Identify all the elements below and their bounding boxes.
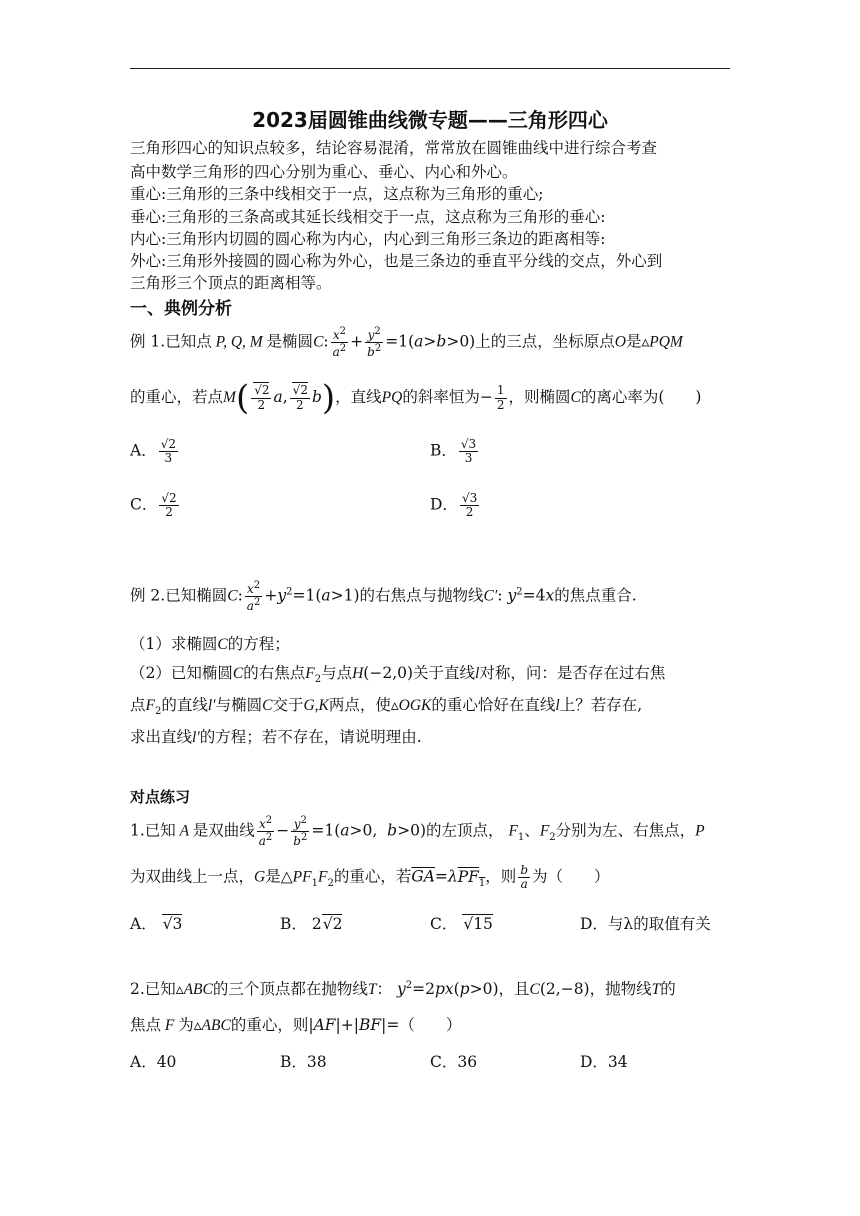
example-1-option-b[interactable]: B． $\frac{√3}{3}$ (430, 437, 477, 466)
header-rule (130, 68, 730, 69)
practice-heading: 对点练习 (130, 788, 191, 806)
example-2-question-2-line-1: （2）已知椭圆C的右焦点$F_2$与点H(−2,0)关于直线l对称，问：是否存在过右焦 (130, 664, 666, 686)
example-2-question-2-line-3: 求出直线l′的方程；若不存在，请说明理由. (130, 728, 422, 746)
practice-1-option-d[interactable]: D．与λ的取值有关 (580, 915, 711, 933)
intro-line-5: 内心:三角形内切圆的圆心称为内心，内心到三角形三条边的距离相等: (130, 230, 606, 248)
intro-line-1: 三角形四心的知识点较多，结论容易混淆，常常放在圆锥曲线中进行综合考查 (130, 139, 658, 157)
practice-2-option-c[interactable]: C．36 (430, 1053, 478, 1071)
example-1-option-a[interactable]: A． $\frac{√2}{3}$ (130, 437, 176, 466)
practice-2-line-2: 焦点 F 为▵ABC的重心，则|AF|+|BF|=（ ） (130, 1016, 462, 1034)
practice-1-line-1: 1.已知 A 是双曲线 $\frac{x^2}{a^2}$ − $\frac{y^2}{b^2}$ =1(a>0, b>0)的左顶点， $F_1$、$F_2$分别为左、右焦点，P (130, 815, 705, 849)
example-2-question-1: （1）求椭圆C的方程； (130, 635, 290, 653)
practice-1-option-a[interactable]: A． √3 (130, 915, 183, 933)
example-1-line-1: 例 1.已知点 P, Q, M 是椭圆C: $\frac{x^2}{a^2}$ + $\frac{y^2}{b^2}$ =1(a>b>0)上的三点，坐标原点O是▵PQM (130, 326, 683, 360)
practice-1-line-2: 为双曲线上一点，G是$\triangle PF_1F_2$的重心，若$\overline{GA}=\lambda PF_1$，则 $\frac{b}{a}$ 为（ ） (130, 863, 610, 892)
intro-line-7: 三角形三个顶点的距离相等。 (130, 274, 332, 292)
example-2-question-2-line-2: 点$F_2$的直线l′与椭圆C交于G,K两点，使▵OGK的重心恰好在直线l上？若存在, (130, 696, 643, 718)
example-1-option-d[interactable]: D． $\frac{√3}{2}$ (430, 491, 478, 520)
practice-2-line-1: 2.已知▵ABC的三个顶点都在抛物线T： $y^2=2px(p>0)$，且C(2,−8)，抛物线T的 (130, 979, 676, 998)
example-1-line-2: 的重心，若点M( $\frac{√2}{2}$ a, $\frac{√2}{2}$ b)，直线PQ的斜率恒为− $\frac{1}{2}$ ，则椭圆C的离心率为( ) (130, 378, 702, 418)
practice-1-option-c[interactable]: C． √15 (430, 915, 493, 933)
practice-2-option-d[interactable]: D．34 (580, 1053, 628, 1071)
practice-2-option-a[interactable]: A．40 (130, 1053, 177, 1071)
page-title: 2023届圆锥曲线微专题——三角形四心 (252, 108, 608, 132)
practice-1-option-b[interactable]: B． 2√2 (280, 915, 343, 933)
practice-2-option-b[interactable]: B．38 (280, 1053, 327, 1071)
intro-line-3: 重心:三角形的三条中线相交于一点，这点称为三角形的重心; (130, 185, 544, 203)
example-2-line-1: 例 2.已知椭圆C: $\frac{x^2}{a^2}$ $+y^2=1(a>1)$的右焦点与抛物线C′: $y^2=4x$的焦点重合. (130, 580, 637, 614)
intro-line-4: 垂心:三角形的三条高或其延长线相交于一点，这点称为三角形的垂心: (130, 208, 606, 226)
section-heading: 一、典例分析 (130, 299, 232, 319)
example-1-option-c[interactable]: C． $\frac{√2}{2}$ (130, 491, 177, 520)
intro-line-6: 外心:三角形外接圆的圆心称为外心，也是三条边的垂直平分线的交点，外心到 (130, 252, 663, 270)
intro-line-2: 高中数学三角形的四心分别为重心、垂心、内心和外心。 (130, 163, 518, 181)
